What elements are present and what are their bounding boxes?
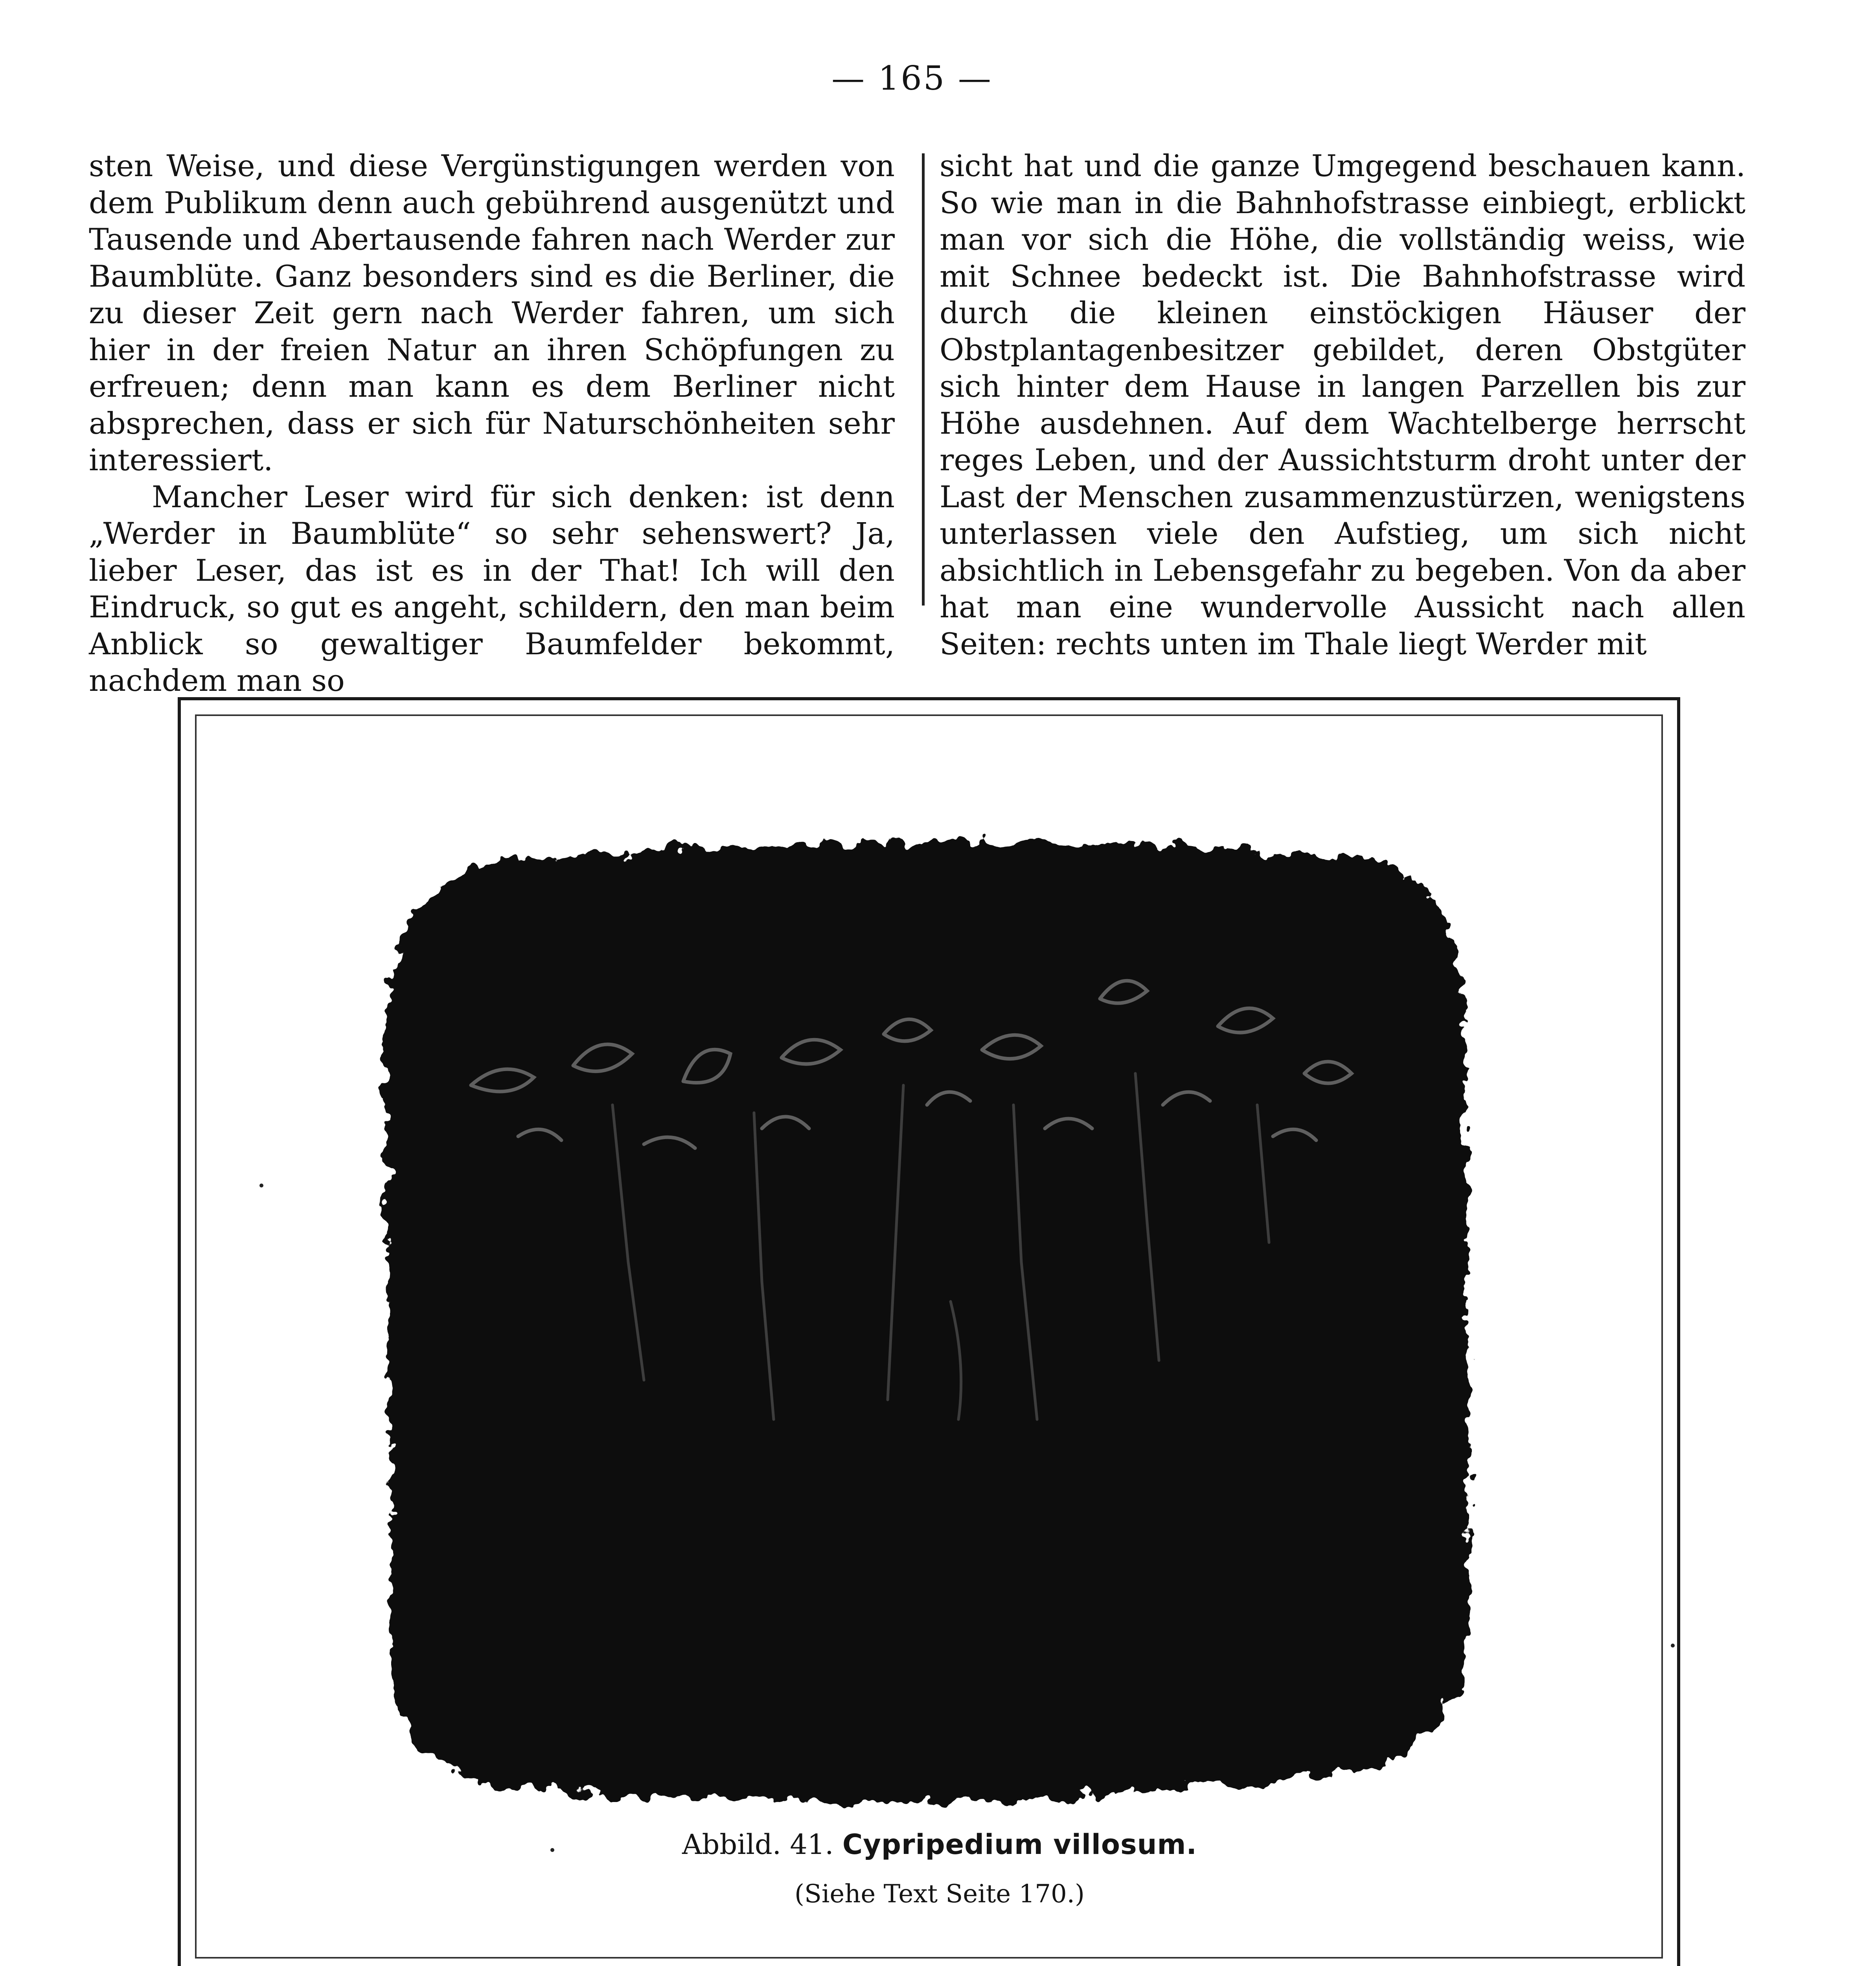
scan-speck: [259, 1184, 263, 1187]
paragraph: sicht hat und die ganze Umgegend beschauen kann. So wie man in die Bahnhofstrasse einbiegt, erblickt man vor sich die Höhe, die vollständig weiss, wie mit Schnee bedeckt ist. Die Bahnhofstrasse wird durch die kleinen einstöckigen Häuser der Obstplantagenbesitzer gebildet, deren Obstgüter sich hinter dem Hause in langen Parzellen bis zur Höhe ausdehnen. Auf dem Wachtelberge herrscht reges Leben, und der Aussichtsturm droht unter der Last der Menschen zusammenzustürzen, wenigstens unterlassen viele den Aufstieg, um sich nicht absichtlich in Lebensgefahr zu begeben. Von da aber hat man eine wundervolle Aussicht nach allen Seiten: rechts unten im Thale liegt Werder mit: [940, 148, 1745, 661]
column-divider: [922, 153, 925, 606]
paragraph: sten Weise, und diese Vergünstigungen werden von dem Publikum denn auch gebührend ausgenützt und Tausende und Abertausende fahren nach Werder zur Baumblüte. Ganz besonders sind es die Berliner, die zu dieser Zeit gern nach Werder fahren, um sich hier in der freien Natur an ihren Schöpfungen zu erfreuen; denn man kann es dem Berliner nicht absprechen, dass er sich für Naturschönheiten sehr interessiert.: [89, 148, 895, 477]
caption-prefix: Abbild. 41.: [682, 1828, 834, 1861]
scan-speck: [1671, 1644, 1675, 1648]
scan-speck: [550, 1848, 554, 1852]
figure-caption-reference: (Siehe Text Seite 170.): [795, 1879, 1085, 1909]
paragraph: Mancher Leser wird für sich denken: ist denn „Werder in Baumblüte“ so sehr sehenswert? Ja, lieber Leser, das ist es in der That! Ich will den Eindruck, so gut es angeht, schildern, den man beim Anblick so gewaltiger Baumfelder bekommt, nachdem man so: [89, 479, 895, 698]
caption-species: Cypripedium villosum.: [842, 1828, 1197, 1861]
orchid-photograph: [369, 830, 1485, 1822]
page-number: — 165 —: [831, 59, 993, 98]
figure-caption: [629, 1828, 1250, 1861]
column-top-right: [940, 147, 1745, 662]
column-top-left: [89, 147, 895, 699]
